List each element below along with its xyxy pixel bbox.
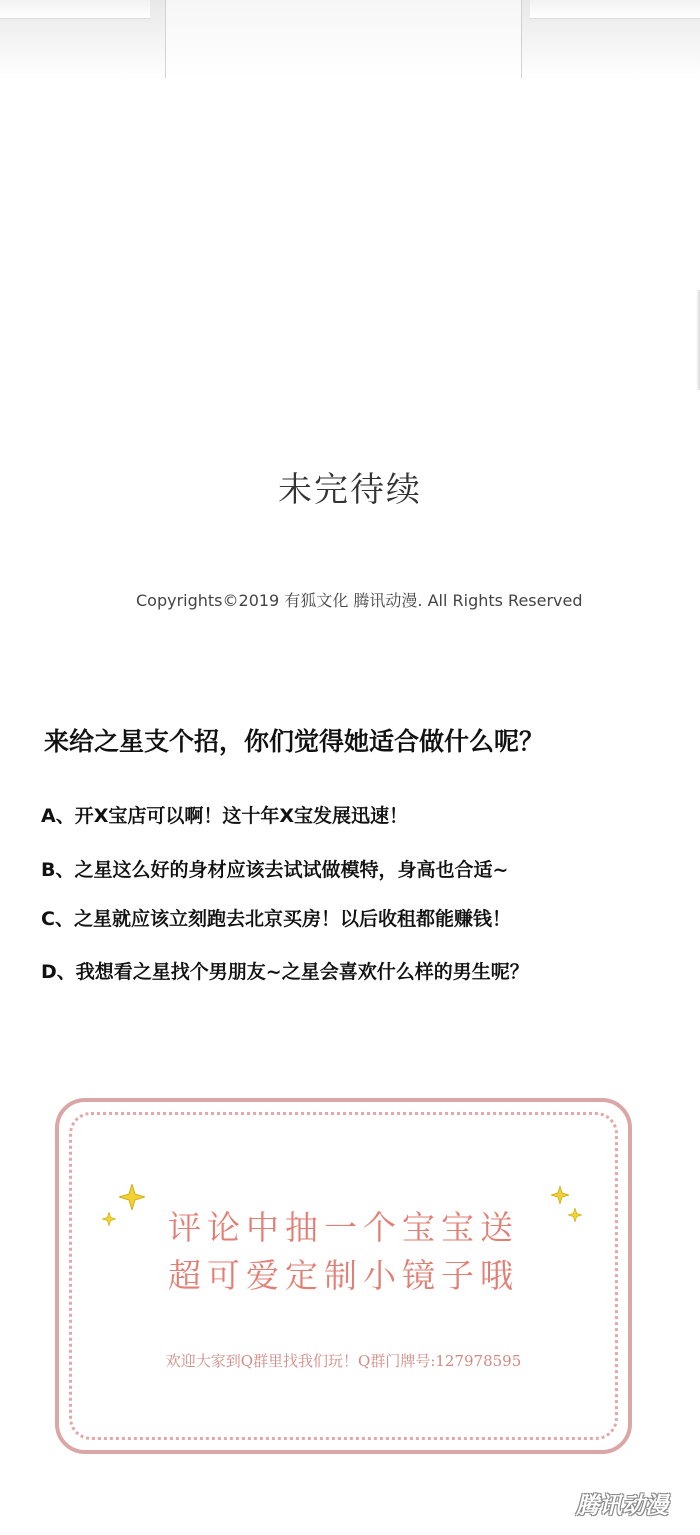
promo-headline-line-1: 评论中抽一个宝宝送 [168, 1208, 519, 1247]
giveaway-promo-card [55, 1098, 632, 1454]
poll-question: 来给之星支个招，你们觉得她适合做什么呢？ [44, 727, 545, 756]
comic-panel-edge-right [530, 0, 700, 19]
qq-group-invite: 欢迎大家到Q群里找我们玩！Q群门牌号:127978595 [165, 1352, 522, 1370]
poll-option-a: A、开X宝店可以啊！这十年X宝发展迅速！ [41, 805, 409, 827]
poll-option-c: C、之星就应该立刻跑去北京买房！以后收租都能赚钱！ [41, 908, 511, 930]
poll-option-b: B、之星这么好的身材应该去试试做模特，身高也合适~ [41, 859, 509, 881]
comic-panel-edge-left [0, 0, 150, 19]
copyright-notice: Copyrights©2019 有狐文化 腾讯动漫. All Rights Reserved [136, 591, 583, 610]
promo-headline-line-2: 超可爱定制小镜子哦 [168, 1256, 519, 1295]
right-edge-shadow [696, 290, 700, 390]
tencent-comics-watermark: 腾讯动漫 [576, 1493, 668, 1519]
to-be-continued-title: 未完待续 [278, 470, 422, 510]
poll-option-d: D、我想看之星找个男朋友~之星会喜欢什么样的男生呢？ [41, 961, 529, 983]
comic-panel-edge-center [165, 0, 522, 78]
